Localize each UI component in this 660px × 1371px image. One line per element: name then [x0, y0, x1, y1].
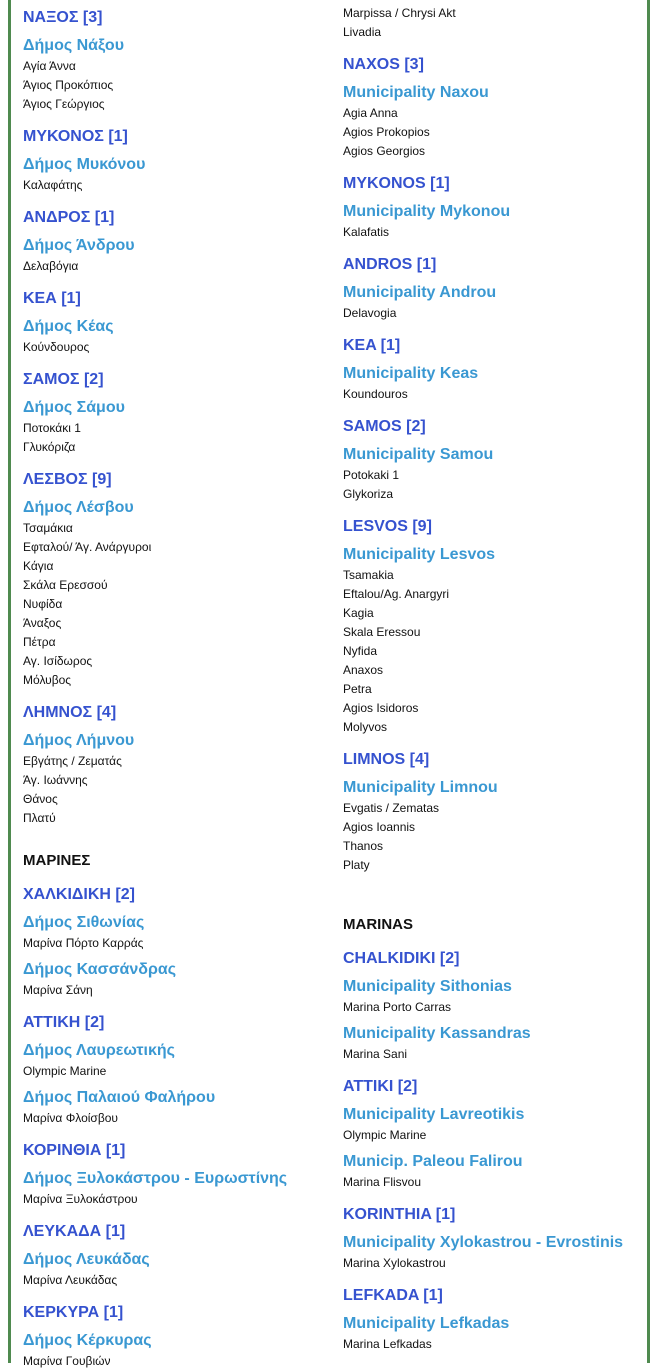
- list-item: Πέτρα: [23, 635, 56, 649]
- list-item: Potokaki 1: [343, 467, 400, 482]
- region-heading: KORINTHIA [1]: [343, 1206, 456, 1223]
- region-heading: CHALKIDIKI [2]: [343, 950, 460, 967]
- list-item: Agios Ioannis: [343, 819, 416, 834]
- region-heading: ΚΟΡΙΝΘΙΑ [1]: [23, 1141, 126, 1159]
- list-item: Delavogia: [343, 305, 397, 320]
- list-item: Agios Georgios: [343, 143, 426, 158]
- municipality-link[interactable]: Δήμος Κέας: [23, 318, 114, 335]
- region-heading: ΝΑΞΟΣ [3]: [23, 9, 103, 26]
- region-heading: ΛΕΥΚΑΔΑ [1]: [23, 1222, 126, 1240]
- list-item: Κούνδουρος: [23, 340, 90, 354]
- list-item: Evgatis / Zematas: [343, 800, 440, 815]
- region-heading: ATTIKI [2]: [343, 1078, 418, 1095]
- list-item: Μαρίνα Σάνη: [23, 982, 93, 997]
- municipality-link[interactable]: Δήμος Λήμνου: [23, 732, 135, 749]
- region-heading: LESVOS [9]: [343, 517, 432, 535]
- region-heading: ΜΥΚΟΝΟΣ [1]: [23, 128, 128, 145]
- municipality-link[interactable]: Δήμος Λευκάδας: [23, 1250, 150, 1268]
- list-item: Εφταλού/ Άγ. Ανάργυροι: [23, 540, 152, 554]
- municipality-link[interactable]: Δήμος Νάξου: [23, 37, 125, 54]
- region-heading: LEFKADA [1]: [343, 1287, 443, 1304]
- municipality-link[interactable]: Δήμος Άνδρου: [23, 237, 135, 254]
- region-heading: ΑΝΔΡΟΣ [1]: [23, 209, 115, 226]
- region-heading: LIMNOS [4]: [343, 750, 430, 768]
- left-border-line: [8, 0, 11, 1363]
- municipality-link[interactable]: Municipality Sithonias: [343, 978, 512, 995]
- list-item: Glykoriza: [343, 486, 394, 501]
- list-item: Τσαμάκια: [23, 521, 73, 535]
- list-item: Livadia: [343, 24, 382, 39]
- section-title: MARINAS: [343, 916, 413, 933]
- list-item: Marina Lefkadas: [343, 1337, 432, 1351]
- list-item: Θάνος: [23, 792, 58, 806]
- municipality-link[interactable]: Δήμος Λέσβου: [23, 499, 134, 516]
- list-item: Μαρίνα Ξυλοκάστρου: [23, 1191, 138, 1206]
- list-item: Skala Eressou: [343, 624, 421, 639]
- list-item: Μόλυβος: [23, 673, 72, 687]
- list-item: Marina Xylokastrou: [343, 1256, 446, 1270]
- list-item: Tsamakia: [343, 567, 394, 582]
- list-item: Αγία Άννα: [23, 59, 76, 73]
- municipality-link[interactable]: Δήμος Σάμου: [23, 399, 125, 416]
- region-heading: KEA [1]: [343, 336, 401, 354]
- municipality-link[interactable]: Δήμος Λαυρεωτικής: [23, 1041, 175, 1059]
- greek-column: [23, 0, 323, 1371]
- region-heading: ΣΑΜΟΣ [2]: [23, 371, 104, 388]
- municipality-link[interactable]: Δήμος Παλαιού Φαλήρου: [23, 1088, 216, 1106]
- list-item: Molyvos: [343, 719, 388, 734]
- municipality-link[interactable]: Δήμος Κέρκυρας: [23, 1331, 152, 1349]
- list-item: Πλατύ: [23, 811, 56, 825]
- section-title: ΜΑΡΙΝΕΣ: [23, 851, 91, 869]
- region-heading: ΚΕΡΚΥΡΑ [1]: [23, 1303, 124, 1321]
- municipality-link[interactable]: Municipality Limnou: [343, 778, 498, 796]
- list-item: Δελαβόγια: [23, 259, 79, 273]
- list-item: Μαρίνα Λευκάδας: [23, 1272, 118, 1287]
- list-item: Μαρίνα Γουβιών: [23, 1353, 111, 1368]
- municipality-link[interactable]: Municipality Mykonou: [343, 202, 511, 220]
- list-item: Platy: [343, 857, 370, 872]
- list-item: Agios Isidoros: [343, 700, 419, 715]
- region-heading: ANDROS [1]: [343, 255, 437, 273]
- list-item: Olympic Marine: [23, 1063, 107, 1078]
- region-heading: ΑΤΤΙΚΗ [2]: [23, 1013, 105, 1031]
- region-heading: ΧΑΛΚΙΔΙΚΗ [2]: [23, 885, 135, 903]
- list-item: Καλαφάτης: [23, 178, 83, 192]
- municipality-link[interactable]: Municipality Xylokastrou - Evrostinis: [343, 1234, 624, 1251]
- municipality-link[interactable]: Municipality Androu: [343, 283, 497, 301]
- list-item: Ποτοκάκι 1: [23, 421, 81, 435]
- region-heading: ΛΗΜΝΟΣ [4]: [23, 704, 117, 721]
- municipality-link[interactable]: Municipality Keas: [343, 364, 479, 382]
- municipality-link[interactable]: Municip. Paleou Falirou: [343, 1153, 523, 1170]
- municipality-link[interactable]: Municipality Lefkadas: [343, 1315, 510, 1332]
- list-item: Κάγια: [23, 559, 54, 573]
- list-item: Marina Flisvou: [343, 1175, 422, 1189]
- list-item: Marina Porto Carras: [343, 1000, 452, 1014]
- municipality-link[interactable]: Δήμος Ξυλοκάστρου - Ευρωστίνης: [23, 1169, 288, 1187]
- list-item: Marina Sani: [343, 1047, 408, 1061]
- list-item: Γλυκόριζα: [23, 440, 76, 454]
- list-item: Εβγάτης / Ζεματάς: [23, 754, 122, 768]
- list-item: Σκάλα Ερεσσού: [23, 578, 108, 592]
- municipality-link[interactable]: Δήμος Κασσάνδρας: [23, 960, 177, 978]
- list-item: Eftalou/Ag. Anargyri: [343, 586, 450, 601]
- list-item: Nyfida: [343, 643, 378, 658]
- list-item: Μαρίνα Φλοίσβου: [23, 1110, 118, 1125]
- list-item: Άγιος Προκόπιος: [23, 78, 114, 92]
- region-heading: SAMOS [2]: [343, 417, 426, 435]
- list-item: Kalafatis: [343, 224, 390, 239]
- list-item: Petra: [343, 681, 372, 696]
- list-item: Kagia: [343, 605, 374, 620]
- list-item: Marpissa / Chrysi Akt: [343, 5, 456, 20]
- region-heading: ΚΕΑ [1]: [23, 290, 81, 307]
- list-item: Thanos: [343, 838, 384, 853]
- region-heading: MYKONOS [1]: [343, 174, 450, 192]
- right-border-line: [647, 0, 650, 1363]
- municipality-link[interactable]: Δήμος Μυκόνου: [23, 156, 146, 173]
- list-item: Olympic Marine: [343, 1128, 427, 1142]
- english-column: [343, 0, 643, 1354]
- list-item: Agia Anna: [343, 105, 398, 120]
- municipality-link[interactable]: Municipality Samou: [343, 445, 494, 463]
- list-item: Αγ. Ισίδωρος: [23, 654, 93, 668]
- municipality-link[interactable]: Municipality Kassandras: [343, 1025, 531, 1042]
- municipality-link[interactable]: Municipality Lavreotikis: [343, 1106, 525, 1123]
- municipality-link[interactable]: Δήμος Σιθωνίας: [23, 913, 145, 931]
- region-heading: NAXOS [3]: [343, 55, 424, 73]
- list-item: Άγιος Γεώργιος: [23, 97, 105, 111]
- list-item: Άγ. Ιωάννης: [23, 773, 88, 787]
- municipality-link[interactable]: Municipality Naxou: [343, 83, 489, 101]
- list-item: Koundouros: [343, 386, 408, 401]
- list-item: Νυφίδα: [23, 597, 63, 611]
- region-heading: ΛΕΣΒΟΣ [9]: [23, 471, 112, 488]
- list-item: Μαρίνα Πόρτο Καρράς: [23, 935, 144, 950]
- list-item: Anaxos: [343, 662, 384, 677]
- list-item: Άναξος: [23, 616, 62, 630]
- municipality-link[interactable]: Municipality Lesvos: [343, 545, 496, 563]
- list-item: Agios Prokopios: [343, 124, 430, 139]
